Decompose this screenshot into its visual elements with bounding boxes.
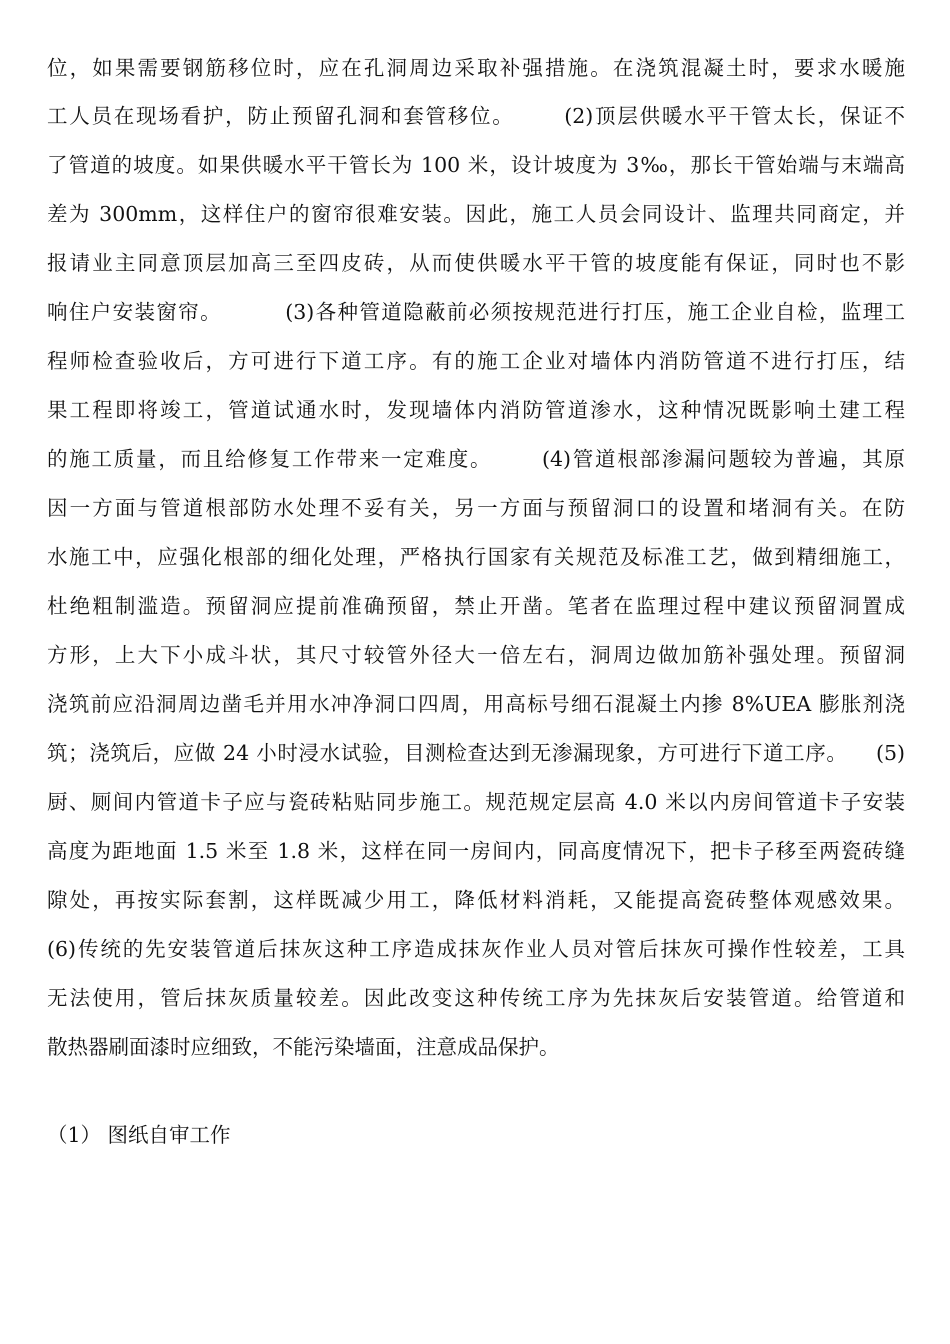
- body-text-line-5: 报请业主同意顶层加高三至四皮砖，从而使供暖水平干管的坡度能有保证，同时也不影: [47, 251, 905, 275]
- body-text-line-1: 位，如果需要钢筋移位时，应在孔洞周边采取补强措施。在浇筑混凝土时，要求水暖施: [47, 56, 905, 80]
- body-text-line-7: 程师检查验收后，方可进行下道工序。有的施工企业对墙体内消防管道不进行打压，结: [47, 349, 905, 373]
- body-text-line-14: 浇筑前应沿洞周边凿毛并用水冲净洞口四周，用高标号细石混凝土内掺 8%UEA 膨胀剂浇: [47, 692, 905, 716]
- body-text-line-19: (6)传统的先安装管道后抹灰这种工序造成抹灰作业人员对管后抹灰可操作性较差，工具: [47, 937, 905, 961]
- body-text-line-12: 杜绝粗制滥造。预留洞应提前准确预留，禁止开凿。笔者在监理过程中建议预留洞置成: [47, 594, 905, 618]
- body-text-line-2: 工人员在现场看护，防止预留孔洞和套管移位。 (2)顶层供暖水平干管太长，保证不: [47, 104, 905, 128]
- body-text-line-21: 散热器刷面漆时应细致，不能污染墙面，注意成品保护。: [47, 1035, 560, 1059]
- body-text-line-20: 无法使用，管后抹灰质量较差。因此改变这种传统工序为先抹灰后安装管道。给管道和: [47, 986, 905, 1010]
- body-text-line-10: 因一方面与管道根部防水处理不妥有关，另一方面与预留洞口的设置和堵洞有关。在防: [47, 496, 905, 520]
- body-text-line-6: 响住户安装窗帘。 (3)各种管道隐蔽前必须按规范进行打压，施工企业自检，监理工: [47, 300, 905, 324]
- body-text-line-8: 果工程即将竣工，管道试通水时，发现墙体内消防管道渗水，这种情况既影响土建工程: [47, 398, 905, 422]
- body-text-line-18: 隙处，再按实际套割，这样既减少用工，降低材料消耗，又能提高瓷砖整体观感效果。: [47, 888, 905, 912]
- body-text-line-15: 筑；浇筑后，应做 24 小时浸水试验，目测检查达到无渗漏现象，方可进行下道工序。 (5): [47, 741, 905, 765]
- body-text-line-3: 了管道的坡度。如果供暖水平干管长为 100 米，设计坡度为 3‰，那长干管始端与末端高: [47, 153, 905, 177]
- body-text-line-4: 差为 300mm，这样住户的窗帘很难安装。因此，施工人员会同设计、监理共同商定，并: [47, 202, 905, 226]
- body-text-line-13: 方形，上大下小成斗状，其尺寸较管外径大一倍左右，洞周边做加筋补强处理。预留洞: [47, 643, 905, 667]
- body-text-line-11: 水施工中，应强化根部的细化处理，严格执行国家有关规范及标准工艺，做到精细施工，: [47, 545, 905, 569]
- section-heading: （1） 图纸自审工作: [47, 1123, 231, 1147]
- body-text-line-17: 高度为距地面 1.5 米至 1.8 米，这样在同一房间内，同高度情况下，把卡子移至两瓷砖缝: [47, 839, 905, 863]
- body-text-line-9: 的施工质量，而且给修复工作带来一定难度。 (4)管道根部渗漏问题较为普遍，其原: [47, 447, 905, 471]
- body-text-line-16: 厨、厕间内管道卡子应与瓷砖粘贴同步施工。规范规定层高 4.0 米以内房间管道卡子安装: [47, 790, 905, 814]
